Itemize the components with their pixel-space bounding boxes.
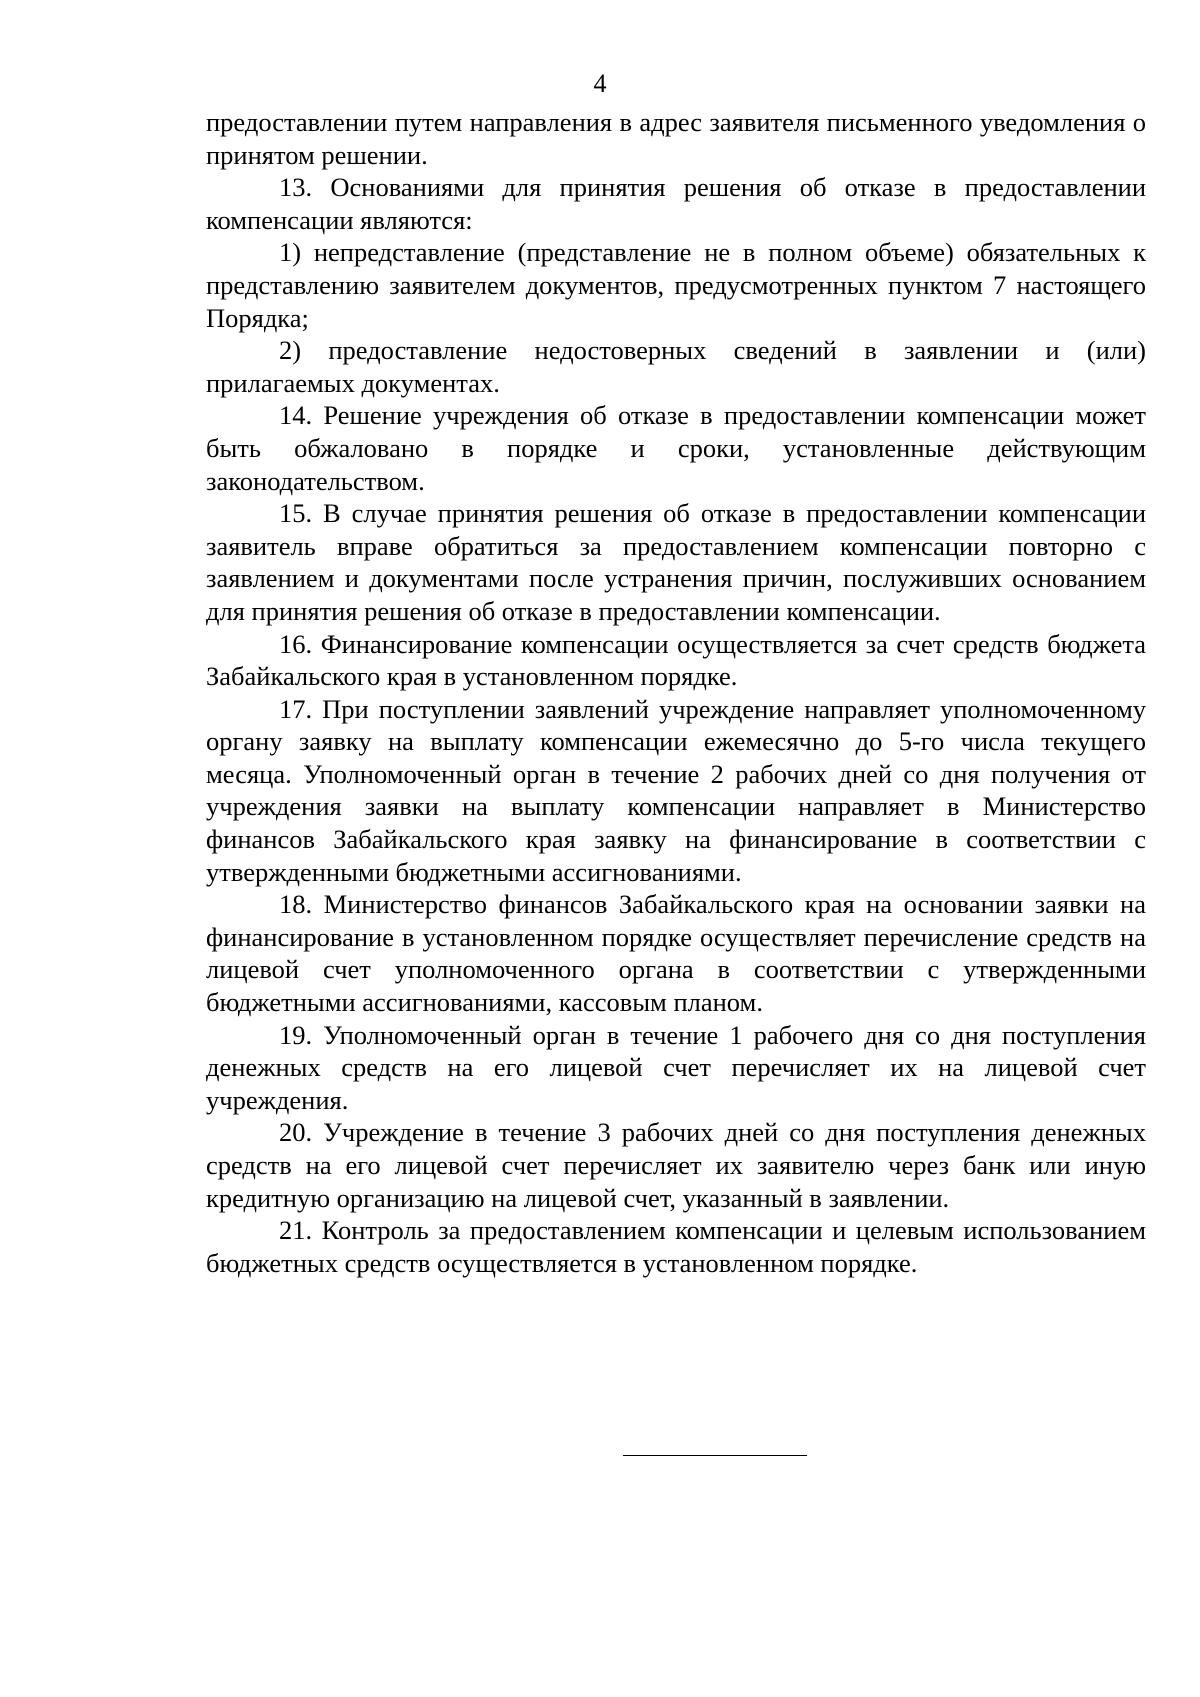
document-body — [206, 106, 1146, 1279]
paragraph-15: 15. В случае принятия решения об отказе в предоставлении компенсации заявитель вправе обратиться за предоставлением компенсации повторно с заявлением и документами после устранения причин, послуживших основанием для принятия решения об отказе в предоставлении компенсации. — [206, 498, 1146, 626]
paragraph-20: 20. Учреждение в течение 3 рабочих дней со дня поступления денежных средств на его лицевой счет перечисляет их заявителю через банк или иную кредитную организацию на лицевой счет, указанный в заявлении. — [206, 1117, 1146, 1213]
paragraph-13-item-2: 2) предоставление недостоверных сведений в заявлении и (или) прилагаемых документах. — [206, 335, 1146, 398]
page-number: 4 — [593, 69, 607, 98]
end-of-document-line — [623, 1455, 807, 1456]
paragraph-13-item-1: 1) непредставление (представление не в полном объеме) обязательных к представлению заявителем документов, предусмотренных пунктом 7 настоящего Порядка; — [206, 237, 1146, 333]
paragraph-19: 19. Уполномоченный орган в течение 1 рабочего дня со дня поступления денежных средств на его лицевой счет перечисляет их на лицевой счет учреждения. — [206, 1019, 1146, 1115]
paragraph-16: 16. Финансирование компенсации осуществляется за счет средств бюджета Забайкальского края в установленном порядке. — [206, 628, 1146, 692]
paragraph-18: 18. Министерство финансов Забайкальского края на основании заявки на финансирование в установленном порядке осуществляет перечисление средств на лицевой счет уполномоченного органа в соответствии с утвержденными бюджетными ассигнованиями, кассовым планом. — [206, 889, 1146, 1018]
paragraph-13: 13. Основаниями для принятия решения об отказе в предоставлении компенсации являются: — [206, 172, 1146, 235]
paragraph-14: 14. Решение учреждения об отказе в предоставлении компенсации может быть обжаловано в порядке и сроки, установленные действующим законодательством. — [206, 400, 1146, 496]
paragraph-21: 21. Контроль за предоставлением компенсации и целевым использованием бюджетных средств осуществляется в установленном порядке. — [206, 1215, 1146, 1278]
paragraph-continuation: предоставлении путем направления в адрес заявителя письменного уведомления о принятом решении. — [206, 107, 1146, 170]
paragraph-17: 17. При поступлении заявлений учреждение направляет уполномоченному органу заявку на выплату компенсации ежемесячно до 5-го числа текущего месяца. Уполномоченный орган в течение 2 рабочих дней со дня получения от учреждения заявки на выплату компенсации направляет в Министерство финансов Забайкальского края заявку на финансирование в соответствии с утвержденными бюджетными ассигнованиями. — [206, 693, 1146, 887]
